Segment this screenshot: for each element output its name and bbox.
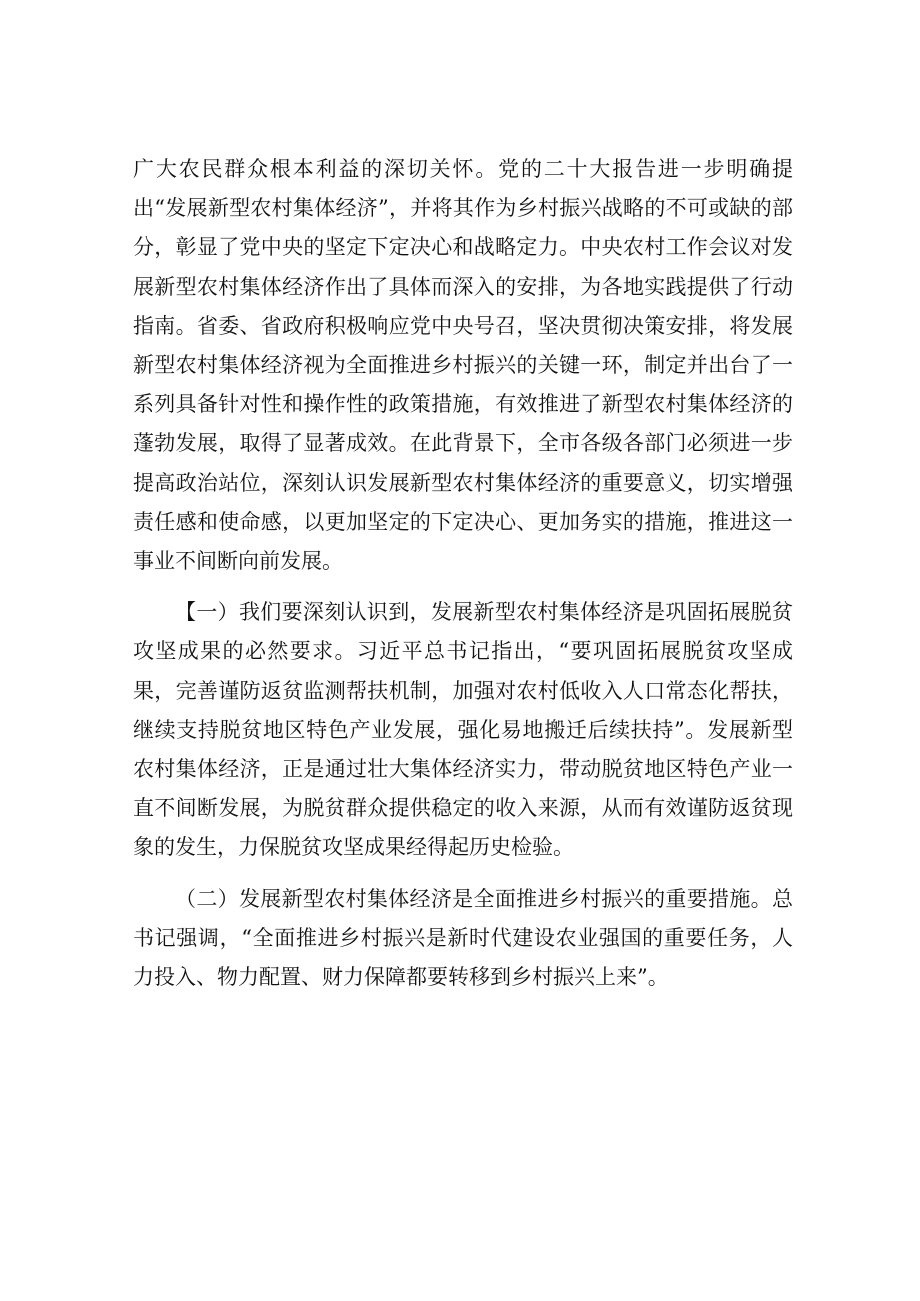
document-body <box>133 150 793 1009</box>
paragraph-section-one: 【一）我们要深刻认识到，发展新型农村集体经济是巩固拓展脱贫攻坚成果的必然要求。习近平总书记指出，“要巩固拓展脱贫攻坚成果，完善谨防返贫监测帮扶机制，加强对农村低收入人口常态化帮扶，继续支持脱贫地区特色产业发展，强化易地搬迁后续扶持”。发展新型农村集体经济，正是通过壮大集体经济实力，带动脱贫地区特色产业一直不间断发展，为脱贫群众提供稳定的收入来源，从而有效谨防返贫现象的发生，力保脱贫攻坚成果经得起历史检验。 <box>133 600 793 860</box>
paragraph-intro-continuation: 广大农民群众根本利益的深切关怀。党的二十大报告进一步明确提出“发展新型农村集体经济”，并将其作为乡村振兴战略的不可或缺的部分，彰显了党中央的坚定下定决心和战略定力。中央农村工作会议对发展新型农村集体经济作出了具体而深入的安排，为各地实践提供了行动指南。省委、省政府积极响应党中央号召，坚决贯彻决策安排，将发展新型农村集体经济视为全面推进乡村振兴的关键一环，制定并出台了一系列具备针对性和操作性的政策措施，有效推进了新型农村集体经济的蓬勃发展，取得了显著成效。在此背景下，全市各级各部门必须进一步提高政治站位，深刻认识发展新型农村集体经济的重要意义，切实增强责任感和使命感，以更加坚定的下定决心、更加务实的措施，推进这一事业不间断向前发展。 <box>133 157 793 574</box>
paragraph-section-two: （二）发展新型农村集体经济是全面推进乡村振兴的重要措施。总书记强调，“全面推进乡村振兴是新时代建设农业强国的重要任务，人力投入、物力配置、财力保障都要转移到乡村振兴上来”。 <box>133 886 793 990</box>
